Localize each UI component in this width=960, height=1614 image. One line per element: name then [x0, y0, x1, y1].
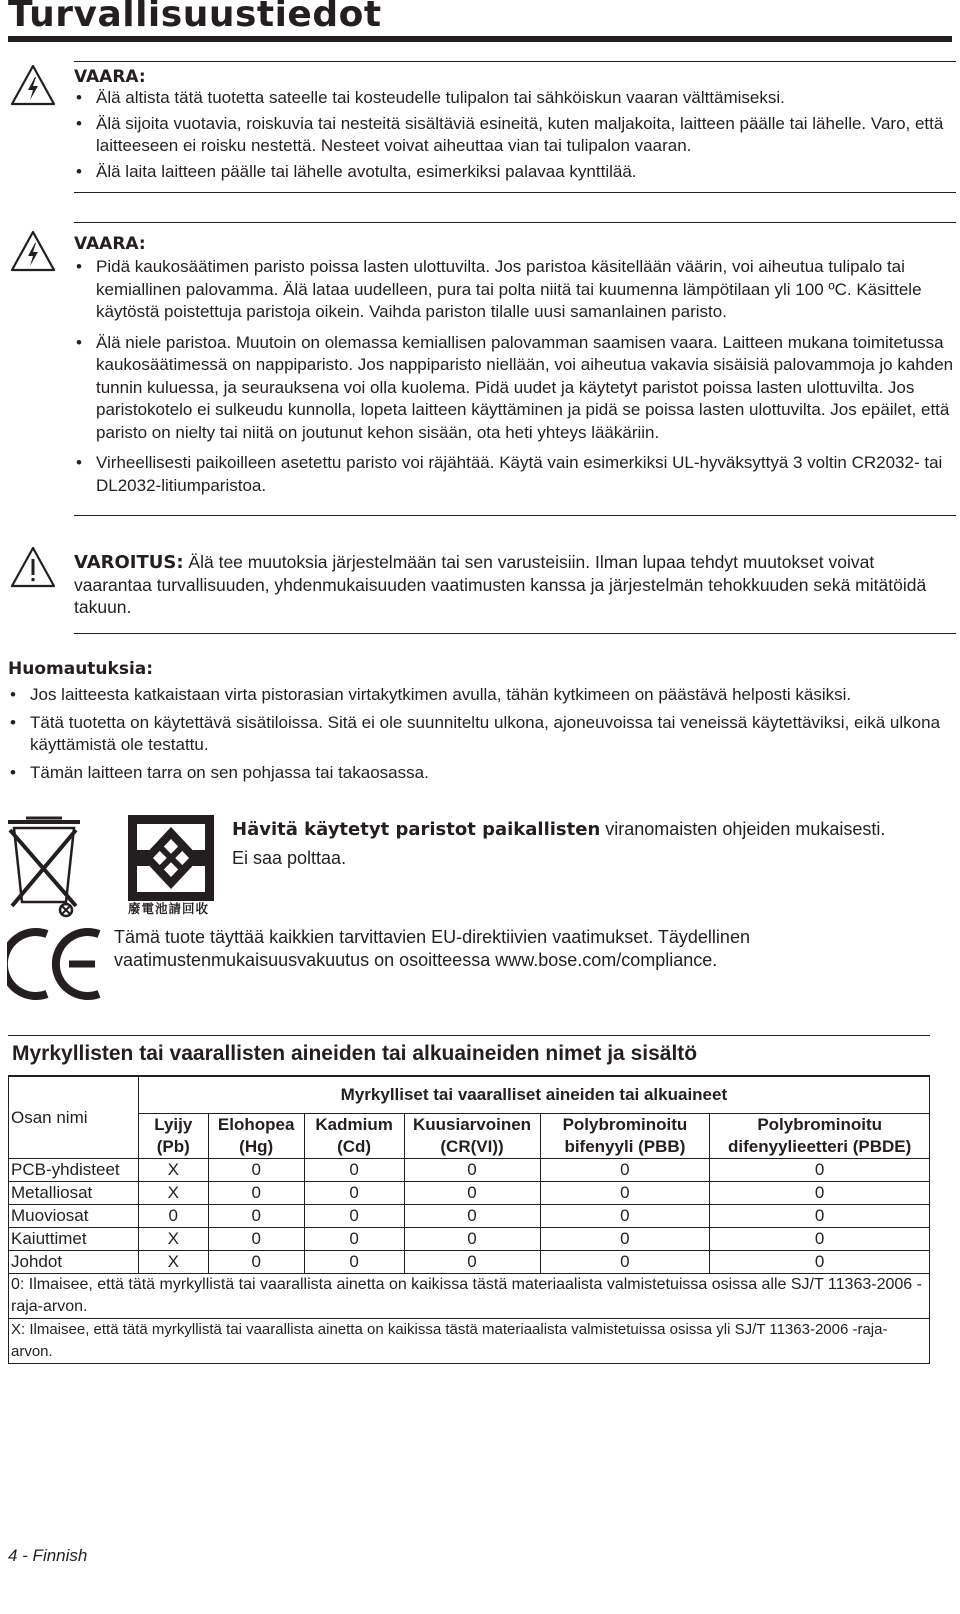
warning-heading: VAARA: — [74, 67, 146, 87]
ce-mark-icon — [7, 926, 101, 1002]
column-header: Lyijy (Pb) — [138, 1114, 208, 1159]
note-item: • Jos laitteesta katkaistaan virta pistorasian virtakytkimen avulla, tähän kytkimeen on päästävä helposti käsiksi. — [8, 684, 952, 706]
table-note-zero: 0: Ilmaisee, että tätä myrkyllistä tai vaarallista ainetta on kaikissa tästä materiaalista valmistetuissa osissa alle SJ/T 11363-2006 -raja-arvon. — [9, 1274, 930, 1319]
no-burn-text: Ei saa polttaa. — [232, 848, 347, 868]
table-row: PCB-yhdisteet X 0 0 0 0 0 — [9, 1159, 930, 1182]
column-header: Elohopea (Hg) — [208, 1114, 304, 1159]
notes-list — [8, 684, 952, 790]
warning-list — [74, 87, 956, 183]
warning-heading: VAARA: — [74, 234, 146, 254]
warning-block-2 — [74, 222, 956, 516]
recycle-label: 廢電池請回收 — [128, 901, 210, 916]
note-item: • Tätä tuotetta on käytettävä sisätiloissa. Sitä ei ole suunniteltu ulkona, ajoneuvoissa tai veneissä käytettäviksi, eikä ulkona käyttämistä ole testattu. — [8, 712, 952, 756]
hazard-table — [8, 1076, 930, 1364]
notes-heading: Huomautuksia: — [8, 659, 154, 679]
hazard-table-title: Myrkyllisten tai vaarallisten aineiden tai alkuaineiden nimet ja sisältö — [8, 1035, 930, 1076]
warning-item: • Älä sijoita vuotavia, roiskuvia tai nesteitä sisältäviä esineitä, kuten maljakoita, laitteen päälle tai lähelle. Varo, että laitteeseen ei roisku nestettä. Nesteet voivat aiheuttaa vian tai tulipalon vaaran. — [74, 113, 956, 158]
electric-shock-warning-icon — [10, 64, 56, 106]
warning-item: • Pidä kaukosäätimen paristo poissa lasten ulottuvilta. Jos paristoa käsitellään väärin, voi aiheutua tulipalo tai kemiallinen palovamma. Älä lataa uudelleen, pura tai polta niitä tai kuumenna lämpötilaan yli 100 ºC. Käsittele käytöstä poistettuja paristoja oikein. Vaihda pariston tilalle uusi samanlainen paristo. — [74, 256, 956, 324]
column-header: Kuusiarvoinen (CR(VI)) — [404, 1114, 540, 1159]
title-rule — [8, 36, 952, 42]
warning-item: • Älä laita laitteen päälle tai lähelle avotulta, esimerkiksi palavaa kynttilää. — [74, 161, 956, 184]
caution-body: Älä tee muutoksia järjestelmään tai sen varusteisiin. Ilman lupaa tehdyt muutokset voivat vaarantaa turvallisuuden, yhdenmukaisuuden vaatimusten kanssa ja järjestelmän tehokkuuden sekä mitätöidä takuun. — [74, 552, 927, 617]
warning-list — [74, 256, 956, 497]
caution-heading: VAROITUS: — [74, 552, 184, 573]
battery-disposal-rest: viranomaisten ohjeiden mukaisesti. — [600, 819, 886, 839]
part-name-header: Osan nimi — [9, 1077, 139, 1159]
warning-item: • Älä niele paristoa. Muutoin on olemassa kemiallisen palovamman saamisen vaara. Laitteen mukana toimitetussa kaukosäätimessä on nappiparisto. Jos nappiparisto niellään, voi aiheutua vakavia sisäisiä palovammoja jo kahden tunnin kuluessa, ja seurauksena voi olla kuolema. Pidä uudet ja käytetyt paristot poissa lasten ulottuvilta. Jos paristokotelo ei sulkeudu kunnolla, lopeta laitteen käyttäminen ja pidä se poissa lasten ulottuvilta. Jos epäilet, että paristo on nielty tai niitä on joutunut kehon sisään, ota heti yhteys lääkäriin. — [74, 332, 956, 445]
table-row: Kaiuttimet X 0 0 0 0 0 — [9, 1228, 930, 1251]
column-header: Kadmium (Cd) — [304, 1114, 404, 1159]
column-header: Polybrominoitu difenyylieetteri (PBDE) — [710, 1114, 930, 1159]
warning-block-1 — [74, 61, 956, 193]
substances-group-header: Myrkylliset tai vaaralliset aineiden tai alkuaineet — [138, 1077, 929, 1114]
battery-disposal-text — [232, 815, 932, 872]
caution-exclamation-icon — [10, 546, 56, 588]
battery-recycle-icon — [128, 815, 214, 901]
page-footer: 4 - Finnish — [8, 1546, 88, 1565]
caution-text — [74, 551, 956, 619]
caution-block — [74, 542, 956, 634]
electric-shock-warning-icon — [10, 230, 56, 272]
warning-item: • Älä altista tätä tuotetta sateelle tai kosteudelle tulipalon tai sähköiskun vaaran välttämiseksi. — [74, 87, 956, 110]
warning-item: • Virheellisesti paikoilleen asetettu paristo voi räjähtää. Käytä vain esimerkiksi UL-hyväksyttyä 3 voltin CR2032- tai DL2032-litiumparistoa. — [74, 452, 956, 497]
page-title: Turvallisuustiedot — [8, 0, 382, 35]
crossed-out-bin-icon — [6, 816, 82, 918]
hazard-table-section — [8, 1035, 930, 1364]
battery-disposal-bold: Hävitä käytetyt paristot paikallisten — [232, 819, 601, 840]
table-row: Johdot X 0 0 0 0 0 — [9, 1251, 930, 1274]
eu-compliance-text: Tämä tuote täyttää kaikkien tarvittavien EU-direktiivien vaatimukset. Täydellinen vaatimustenmukaisuusvakuutus on osoitteessa www.bose.com/compliance. — [114, 927, 750, 970]
table-row: Metalliosat X 0 0 0 0 0 — [9, 1182, 930, 1205]
table-row: Muoviosat 0 0 0 0 0 0 — [9, 1205, 930, 1228]
column-header: Polybrominoitu bifenyyli (PBB) — [540, 1114, 710, 1159]
note-item: • Tämän laitteen tarra on sen pohjassa tai takaosassa. — [8, 762, 952, 784]
table-note-x: X: Ilmaisee, että tätä myrkyllistä tai vaarallista ainetta on kaikissa tästä materiaalista valmistetuissa osissa yli SJ/T 11363-2006 -raja-arvon. — [9, 1319, 930, 1364]
